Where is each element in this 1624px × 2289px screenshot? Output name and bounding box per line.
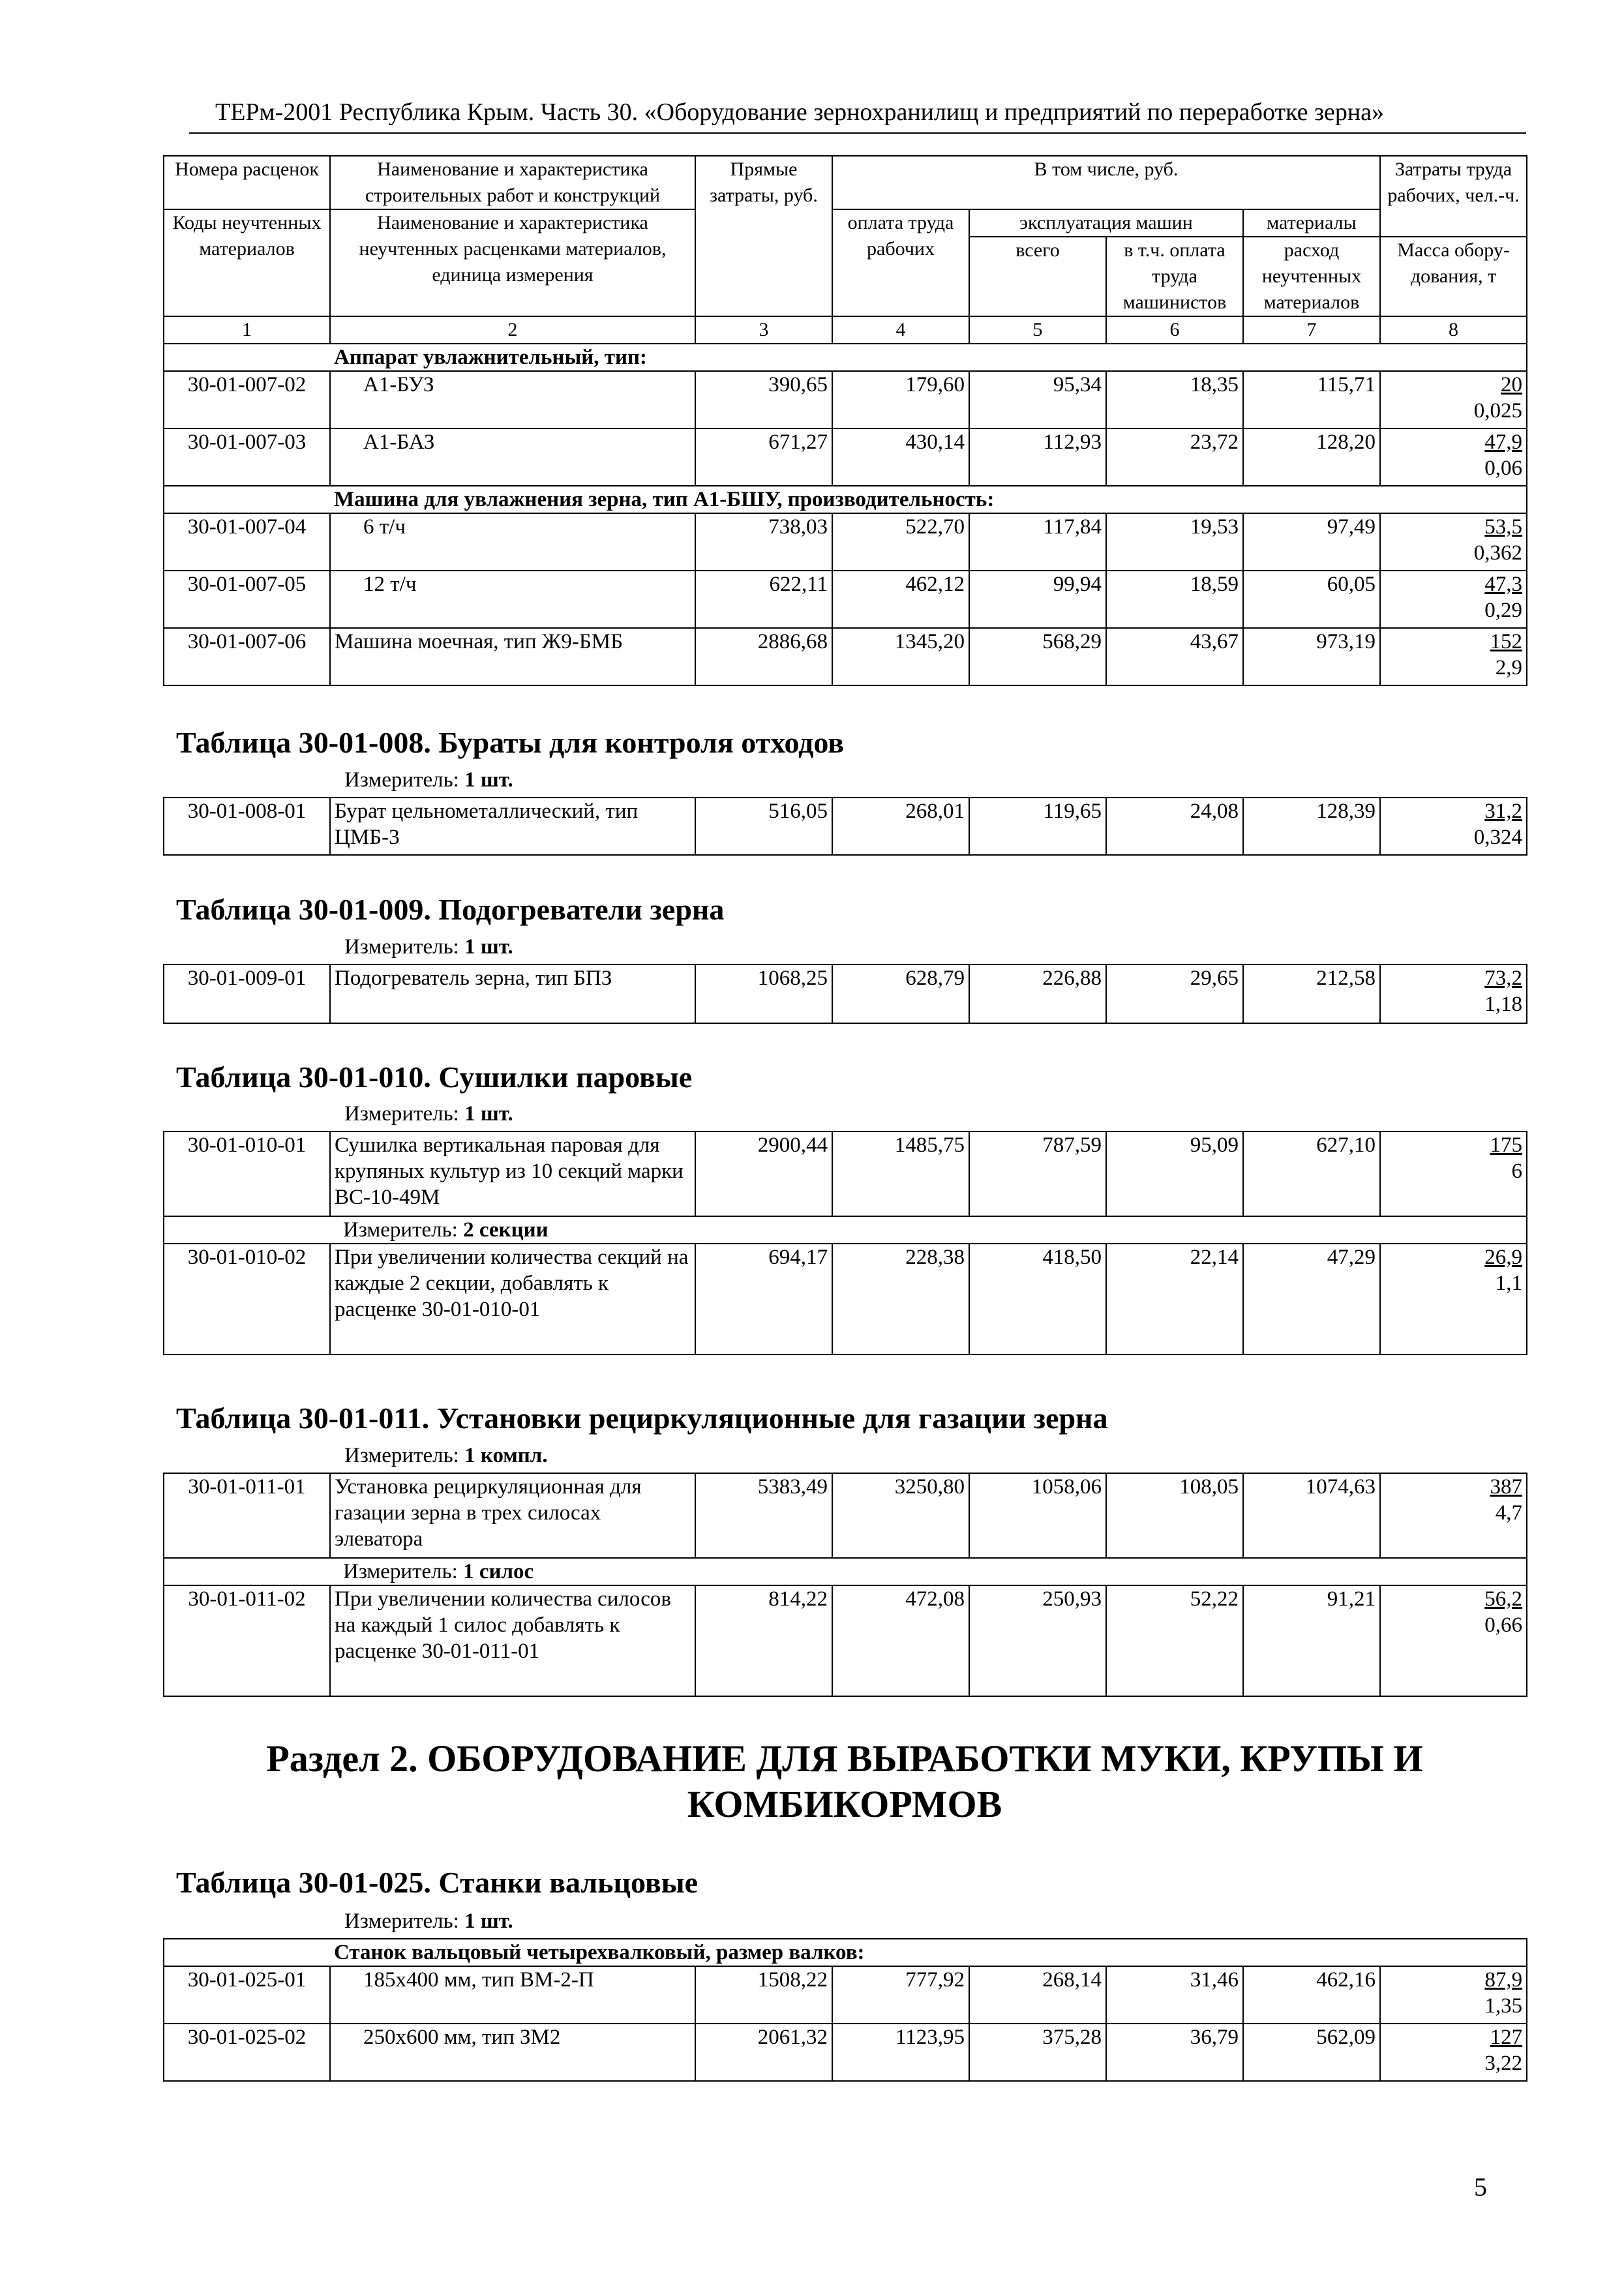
- rate-name: Машина моечная, тип Ж9-БМБ: [330, 628, 695, 685]
- measure-value: 1 компл.: [464, 1444, 548, 1467]
- labor-hours: 20: [1501, 373, 1523, 396]
- measure-line: [344, 1102, 513, 1126]
- machine-cost: 226,88: [969, 965, 1106, 1023]
- equipment-mass: 0,324: [1473, 826, 1522, 849]
- group-heading: Аппарат увлажнительный, тип:: [330, 344, 1527, 371]
- rates-table-010: [163, 1131, 1527, 1355]
- operator-labor-cost: 24,08: [1106, 798, 1243, 855]
- measure-value: 1 шт.: [464, 1909, 513, 1933]
- material-cost: 212,58: [1243, 965, 1380, 1023]
- measure-value: 1 шт.: [464, 935, 513, 959]
- direct-cost: 738,03: [695, 513, 832, 571]
- equipment-mass: 6: [1511, 1159, 1522, 1183]
- operator-labor-cost: 31,46: [1106, 1966, 1243, 2024]
- labor-cost: 430,14: [832, 428, 969, 486]
- rates-table-007: [163, 155, 1527, 686]
- table-title: Таблица 30-01-011. Установки рециркуляционные для газации зерна: [176, 1401, 1108, 1435]
- col-num-4: 4: [832, 316, 969, 344]
- equipment-mass: 0,025: [1473, 399, 1523, 423]
- measure-label: Измеритель:: [344, 935, 459, 959]
- rate-code: 30-01-010-01: [164, 1131, 330, 1216]
- machine-cost: 112,93: [969, 428, 1106, 486]
- rate-name: Подогреватель зерна, тип БПЗ: [330, 965, 695, 1023]
- equipment-mass: 4,7: [1495, 1501, 1522, 1525]
- rates-table-008: [163, 797, 1527, 856]
- rate-name: 12 т/ч: [330, 571, 695, 628]
- machine-cost: 95,34: [969, 371, 1106, 428]
- direct-cost: 390,65: [695, 371, 832, 428]
- rates-table-025: [163, 1938, 1527, 2082]
- measure-line: [344, 768, 513, 792]
- machine-cost: 787,59: [969, 1131, 1106, 1216]
- equipment-mass: 2,9: [1495, 656, 1523, 680]
- machine-cost: 1058,06: [969, 1473, 1106, 1558]
- operator-labor-cost: 23,72: [1106, 428, 1243, 486]
- table-row: [164, 2024, 1527, 2081]
- rates-table-011: [163, 1473, 1527, 1697]
- labor-hours: 47,9: [1484, 430, 1523, 454]
- col-num-2: 2: [330, 316, 695, 344]
- table-title: Таблица 30-01-009. Подогреватели зерна: [176, 893, 725, 926]
- labor-hours: 152: [1490, 630, 1523, 653]
- table-row: [164, 428, 1527, 486]
- table-row: [164, 371, 1527, 428]
- direct-cost: 671,27: [695, 428, 832, 486]
- machine-cost: 99,94: [969, 571, 1106, 628]
- rates-table-009: [163, 964, 1527, 1024]
- rate-code: 30-01-011-02: [164, 1585, 330, 1696]
- col8-bottom-header: Масса обору-дования, т: [1380, 237, 1527, 316]
- col4-header: оплата труда рабочих: [832, 209, 969, 316]
- measure-label: Измеритель:: [343, 1218, 458, 1242]
- equipment-mass: 0,06: [1484, 456, 1523, 480]
- machine-cost: 418,50: [969, 1244, 1106, 1354]
- col7-header: расход неучтенных материалов: [1243, 237, 1380, 316]
- material-cost: 115,71: [1243, 371, 1380, 428]
- operator-labor-cost: 108,05: [1106, 1473, 1243, 1558]
- labor-cost: 628,79: [832, 965, 969, 1023]
- equipment-mass: 1,35: [1484, 1994, 1523, 2018]
- rate-name: При увеличении количества секций на каждые 2 секции, добавлять к расценке 30-01-010-01: [330, 1244, 695, 1354]
- labor-hours: 127: [1490, 2026, 1523, 2049]
- measure-value: 1 силос: [463, 1560, 534, 1583]
- measure-line: [344, 1444, 548, 1468]
- rate-name: Бурат цельнометаллический, тип ЦМБ-3: [330, 798, 695, 855]
- labor-hours: 26,9: [1484, 1246, 1522, 1269]
- col-num-8: 8: [1380, 316, 1527, 344]
- operator-labor-cost: 52,22: [1106, 1585, 1243, 1696]
- page-number: 5: [1474, 2172, 1487, 2202]
- direct-cost: 2900,44: [695, 1131, 832, 1216]
- equipment-mass: 3,22: [1484, 2052, 1523, 2075]
- measure-label: Измеритель:: [344, 1102, 459, 1126]
- labor-cost: 1345,20: [832, 628, 969, 685]
- machine-cost: 117,84: [969, 513, 1106, 571]
- table-row: [164, 571, 1527, 628]
- rate-name: При увеличении количества силосов на каждый 1 силос добавлять к расценке 30-01-011-01: [330, 1585, 695, 1696]
- col-num-6: 6: [1106, 316, 1243, 344]
- material-cost: 91,21: [1243, 1585, 1380, 1696]
- rate-code: 30-01-007-03: [164, 428, 330, 486]
- measure-label: Измеритель:: [344, 1909, 459, 1933]
- col2-bottom-header: Наименование и характеристика неучтенных расценками материалов, единица измерения: [330, 209, 695, 316]
- measure-label: Измеритель:: [344, 1444, 459, 1467]
- measure-line: [344, 1909, 513, 1934]
- operator-labor-cost: 36,79: [1106, 2024, 1243, 2081]
- header-rule: [189, 132, 1526, 134]
- labor-cost: 472,08: [832, 1585, 969, 1696]
- rate-code: 30-01-007-06: [164, 628, 330, 685]
- direct-cost: 814,22: [695, 1585, 832, 1696]
- labor-cost: 228,38: [832, 1244, 969, 1354]
- col1-top-header: Номера расценок: [164, 156, 330, 209]
- rate-name: 6 т/ч: [330, 513, 695, 571]
- col2-top-header: Наименование и характеристика строительных работ и конструкций: [330, 156, 695, 209]
- col3-header: Прямые затраты, руб.: [695, 156, 832, 316]
- material-cost: 97,49: [1243, 513, 1380, 571]
- table-row: [164, 1131, 1527, 1216]
- labor-hours: 387: [1490, 1475, 1522, 1499]
- direct-cost: 1068,25: [695, 965, 832, 1023]
- rate-code: 30-01-011-01: [164, 1473, 330, 1558]
- machine-cost: 119,65: [969, 798, 1106, 855]
- operator-labor-cost: 18,35: [1106, 371, 1243, 428]
- running-header: ТЕРм-2001 Республика Крым. Часть 30. «Оборудование зернохранилищ и предприятий по переработке зерна»: [215, 98, 1385, 126]
- rate-code: 30-01-010-02: [164, 1244, 330, 1354]
- rate-code: 30-01-009-01: [164, 965, 330, 1023]
- labor-hours: 31,2: [1484, 800, 1522, 823]
- measure-label: Измеритель:: [344, 768, 459, 792]
- direct-cost: 2886,68: [695, 628, 832, 685]
- measure-line: [330, 1558, 1527, 1585]
- equipment-mass: 1,18: [1484, 993, 1522, 1016]
- col-num-3: 3: [695, 316, 832, 344]
- direct-cost: 2061,32: [695, 2024, 832, 2081]
- operator-labor-cost: 22,14: [1106, 1244, 1243, 1354]
- labor-hours: 87,9: [1484, 1968, 1523, 1992]
- direct-cost: 622,11: [695, 571, 832, 628]
- rate-name: Сушилка вертикальная паровая для крупяных культур из 10 секций марки ВС-10-49М: [330, 1131, 695, 1216]
- equipment-mass: 0,66: [1484, 1613, 1522, 1637]
- operator-labor-cost: 43,67: [1106, 628, 1243, 685]
- labor-cost: 462,12: [832, 571, 969, 628]
- labor-cost: 268,01: [832, 798, 969, 855]
- material-cost: 60,05: [1243, 571, 1380, 628]
- material-cost: 627,10: [1243, 1131, 1380, 1216]
- labor-cost: 777,92: [832, 1966, 969, 2024]
- rate-code: 30-01-025-01: [164, 1966, 330, 2024]
- material-cost: 1074,63: [1243, 1473, 1380, 1558]
- section-title: Раздел 2. ОБОРУДОВАНИЕ ДЛЯ ВЫРАБОТКИ МУКИ, КРУПЫ И КОМБИКОРМОВ: [266, 1737, 1423, 1825]
- table-row: [164, 798, 1527, 855]
- table-row: [164, 513, 1527, 571]
- rate-code: 30-01-007-05: [164, 571, 330, 628]
- rate-name: А1-БАЗ: [330, 428, 695, 486]
- machine-cost: 268,14: [969, 1966, 1106, 2024]
- direct-cost: 516,05: [695, 798, 832, 855]
- machine-cost: 250,93: [969, 1585, 1106, 1696]
- equipment-mass: 1,1: [1495, 1272, 1522, 1295]
- operator-labor-cost: 18,59: [1106, 571, 1243, 628]
- measure-line: [344, 935, 513, 959]
- machine-cost: 375,28: [969, 2024, 1106, 2081]
- equipment-mass: 0,29: [1484, 599, 1523, 622]
- table-title: Таблица 30-01-010. Сушилки паровые: [176, 1060, 693, 1094]
- table-row: [164, 1473, 1527, 1558]
- col5-header: всего: [969, 237, 1106, 316]
- equipment-mass: 0,362: [1473, 541, 1523, 565]
- measure-value: 1 шт.: [464, 1102, 513, 1126]
- material-cost: 47,29: [1243, 1244, 1380, 1354]
- operator-labor-cost: 95,09: [1106, 1131, 1243, 1216]
- col1-bottom-header: Коды неучтенных материалов: [164, 209, 330, 316]
- labor-cost: 522,70: [832, 513, 969, 571]
- table-row: [164, 965, 1527, 1023]
- col-num-1: 1: [164, 316, 330, 344]
- table-row: [164, 1585, 1527, 1696]
- labor-cost: 179,60: [832, 371, 969, 428]
- measure-value: 2 секции: [463, 1218, 549, 1242]
- rate-code: 30-01-007-04: [164, 513, 330, 571]
- measure-value: 1 шт.: [464, 768, 513, 792]
- labor-cost: 3250,80: [832, 1473, 969, 1558]
- col-num-7: 7: [1243, 316, 1380, 344]
- direct-cost: 5383,49: [695, 1473, 832, 1558]
- labor-hours: 175: [1490, 1133, 1522, 1157]
- rate-name: 250х600 мм, тип ЗМ2: [330, 2024, 695, 2081]
- operator-labor-cost: 19,53: [1106, 513, 1243, 571]
- materials-header: материалы: [1243, 209, 1380, 237]
- table-row: [164, 1244, 1527, 1354]
- labor-hours: 56,2: [1484, 1587, 1522, 1611]
- rate-name: А1-БУЗ: [330, 371, 695, 428]
- measure-label: Измеритель:: [343, 1560, 458, 1583]
- machines-header: эксплуатация машин: [969, 209, 1243, 237]
- group-heading: Машина для увлажнения зерна, тип А1-БШУ, производительность:: [330, 486, 1527, 513]
- table-row: [164, 628, 1527, 685]
- operator-labor-cost: 29,65: [1106, 965, 1243, 1023]
- labor-cost: 1123,95: [832, 2024, 969, 2081]
- material-cost: 973,19: [1243, 628, 1380, 685]
- table-title: Таблица 30-01-025. Станки вальцовые: [176, 1866, 699, 1899]
- labor-cost: 1485,75: [832, 1131, 969, 1216]
- material-cost: 128,39: [1243, 798, 1380, 855]
- rate-code: 30-01-007-02: [164, 371, 330, 428]
- rate-name: Установка рециркуляционная для газации зерна в трех силосах элеватора: [330, 1473, 695, 1558]
- rate-code: 30-01-025-02: [164, 2024, 330, 2081]
- material-cost: 562,09: [1243, 2024, 1380, 2081]
- table-row: [164, 1966, 1527, 2024]
- material-cost: 462,16: [1243, 1966, 1380, 2024]
- incl-header: В том числе, руб.: [832, 156, 1380, 209]
- rate-name: 185х400 мм, тип ВМ-2-П: [330, 1966, 695, 2024]
- machine-cost: 568,29: [969, 628, 1106, 685]
- col-num-5: 5: [969, 316, 1106, 344]
- rate-code: 30-01-008-01: [164, 798, 330, 855]
- direct-cost: 1508,22: [695, 1966, 832, 2024]
- direct-cost: 694,17: [695, 1244, 832, 1354]
- labor-hours: 53,5: [1484, 515, 1523, 539]
- measure-line: [330, 1216, 1527, 1244]
- col6-header: в т.ч. оплата труда машинистов: [1106, 237, 1243, 316]
- material-cost: 128,20: [1243, 428, 1380, 486]
- labor-hours: 47,3: [1484, 573, 1523, 596]
- group-heading: Станок вальцовый четырехвалковый, размер валков:: [330, 1939, 1527, 1966]
- labor-hours: 73,2: [1484, 966, 1522, 990]
- table-title: Таблица 30-01-008. Бураты для контроля отходов: [176, 726, 845, 759]
- col8-top-header: Затраты труда рабочих, чел.-ч.: [1380, 156, 1527, 237]
